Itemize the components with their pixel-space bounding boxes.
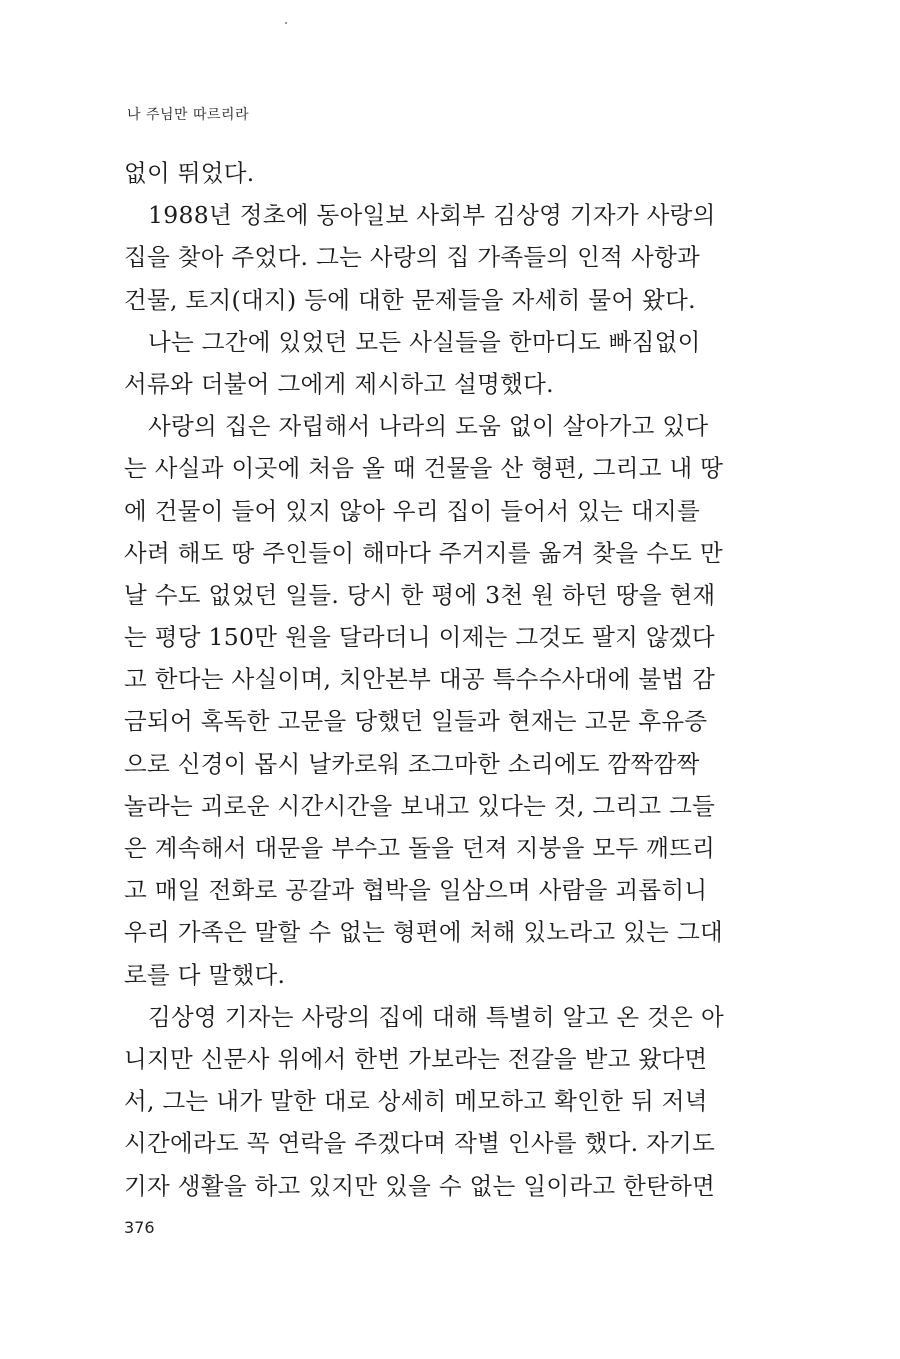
text-line: 시간에라도 꼭 연락을 주겠다며 작별 인사를 했다. 자기도 <box>124 1129 716 1158</box>
text-line: 서류와 더불어 그에게 제시하고 설명했다. <box>124 369 554 398</box>
text-line: 집을 찾아 주었다. 그는 사랑의 집 가족들의 인적 사항과 <box>124 243 700 272</box>
text-line: 김상영 기자는 사랑의 집에 대해 특별히 알고 온 것은 아 <box>148 1002 724 1031</box>
text-line: 없이 뛰었다. <box>124 159 255 187</box>
text-line: 는 평당 150만 원을 달라더니 이제는 그것도 팔지 않겠다 <box>124 623 715 652</box>
text-line: 고 매일 전화로 공갈과 협박을 일삼으며 사람을 괴롭히니 <box>124 876 708 905</box>
text-line: 니지만 신문사 위에서 한번 가보라는 전갈을 받고 왔다면 <box>124 1044 708 1073</box>
text-line: 기자 생활을 하고 있지만 있을 수 없는 일이라고 한탄하면 <box>124 1171 716 1200</box>
text-line: 1988년 정초에 동아일보 사회부 김상영 기자가 사랑의 <box>148 201 716 230</box>
text-line: 는 사실과 이곳에 처음 올 때 건물을 산 형편, 그리고 내 땅 <box>124 454 724 483</box>
text-line: 고 한다는 사실이며, 치안본부 대공 특수수사대에 불법 감 <box>124 665 716 694</box>
text-line: 로를 다 말했다. <box>124 960 286 989</box>
text-line: 우리 가족은 말할 수 없는 형편에 처해 있노라고 있는 그대 <box>124 918 723 947</box>
text-line: 서, 그는 내가 말한 대로 상세히 메모하고 확인한 뒤 저녁 <box>124 1087 708 1116</box>
page-number: 376 <box>124 1218 155 1237</box>
text-line: 놀라는 괴로운 시간시간을 보내고 있다는 것, 그리고 그들 <box>124 791 716 820</box>
text-line: 금되어 혹독한 고문을 당했던 일들과 현재는 고문 후유증 <box>124 707 708 736</box>
text-line: 에 건물이 들어 있지 않아 우리 집이 들어서 있는 대지를 <box>124 496 700 525</box>
text-line: 나는 그간에 있었던 모든 사실들을 한마디도 빠짐없이 <box>148 327 701 356</box>
scan-speck <box>285 22 287 24</box>
running-header: 나 주님만 따르리라 <box>127 107 250 123</box>
text-line: 은 계속해서 대문을 부수고 돌을 던져 지붕을 모두 깨뜨리 <box>124 834 716 862</box>
text-line: 건물, 토지(대지) 등에 대한 문제들을 자세히 물어 왔다. <box>124 285 696 314</box>
text-line: 사려 해도 땅 주인들이 해마다 주거지를 옮겨 찾을 수도 만 <box>124 538 723 567</box>
body-text <box>124 152 774 1207</box>
text-line: 날 수도 없었던 일들. 당시 한 평에 3천 원 하던 땅을 현재 <box>124 580 716 609</box>
text-line: 사랑의 집은 자립해서 나라의 도움 없이 살아가고 있다 <box>148 412 709 441</box>
text-line: 으로 신경이 몹시 날카로워 조그마한 소리에도 깜짝깜짝 <box>124 749 700 778</box>
